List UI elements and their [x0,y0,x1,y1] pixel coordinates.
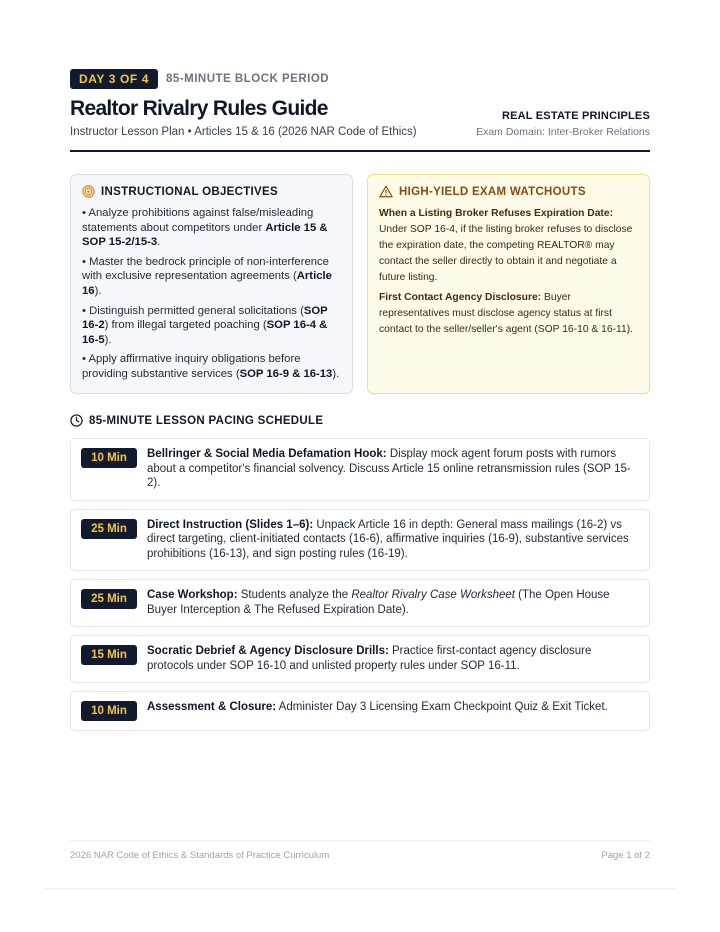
watchouts-box [367,174,650,394]
objectives-heading [82,185,341,198]
page-title: Realtor Rivalry Rules Guide [70,97,328,120]
page-subtitle: Instructor Lesson Plan • Articles 15 & 16 (2026 NAR Code of Ethics) [70,126,417,138]
schedule-row [70,509,650,572]
activity-text: Administer Day 3 Licensing Exam Checkpoint Quiz & Exit Ticket. [276,701,608,713]
schedule-heading-text: 85-MINUTE LESSON PACING SCHEDULE [89,414,324,427]
schedule-description [147,644,639,673]
objective-text: • Apply affirmative inquiry obligations before providing substantive services ( [82,353,301,380]
watchout-label: First Contact Agency Disclosure: [379,292,542,303]
schedule-description [147,447,639,491]
activity-text: Unpack Article 16 in depth: General mass mailings (16-2) vs direct targeting, client-initiated contacts (16-6), affirmative inquiries (16-9), substantive services prohibitions (16-13), and sign posting rules (16-19). [147,518,629,560]
objectives-heading-text: INSTRUCTIONAL OBJECTIVES [101,185,278,198]
objective-reference: SOP 16-9 & 16-13 [239,367,333,380]
watchout-item [379,206,638,286]
schedule-description [147,700,608,715]
page-footer [70,840,650,861]
schedule-rows [70,438,650,731]
page-number: Page 1 of 2 [601,850,650,861]
target-icon [82,185,95,198]
activity-title: Bellringer & Social Media Defamation Hook: [147,448,387,460]
objective-reference: SOP 16-4 & 16-5 [82,319,328,346]
schedule-row [70,579,650,627]
duration-badge: 25 Min [81,519,137,539]
objective-text: • Master the bedrock principle of non-interference with exclusive representation agreements ( [82,255,329,283]
activity-title: Case Workshop: [147,589,238,601]
clock-icon [70,414,83,427]
schedule-description [147,588,639,617]
activity-text: (The Open House Buyer Interception & The Refused Expiration Date). [147,589,610,616]
watchout-item [379,290,638,338]
block-period-label: 85-MINUTE BLOCK PERIOD [166,73,330,85]
watchout-text: Under SOP 16-4, if the listing broker refuses to disclose the expiration date, the competing REALTOR® may contact the seller directly to obtain it and negotiate a future listing. [379,224,633,283]
duration-badge: 10 Min [81,701,137,721]
objective-text: ). [332,367,340,380]
activity-title: Direct Instruction (Slides 1–6): [147,518,314,531]
course-name: REAL ESTATE PRINCIPLES [501,110,650,122]
page-bottom-divider [44,888,676,889]
watchouts-list [379,206,638,338]
header-left [70,94,417,138]
watchouts-heading [379,185,638,198]
objective-item [82,304,341,348]
objective-text: • Distinguish permitted general solicitations ( [82,304,304,317]
objective-text: ). [104,333,112,346]
schedule-description [147,518,639,562]
header-right [476,110,650,138]
duration-badge: 10 Min [81,448,137,468]
activity-text: Display mock agent forum posts with rumors about a competitor's financial solvency. Discuss Article 15 online retransmission rules (SOP 15-2). [147,448,631,489]
objectives-list [82,206,341,382]
objective-reference: SOP 16-2 [82,304,328,332]
objective-reference: Article 16 [82,270,332,297]
objectives-box [70,174,353,394]
objective-item [82,206,341,250]
exam-domain: Exam Domain: Inter-Broker Relations [476,126,650,138]
duration-badge: 15 Min [81,645,137,665]
document-header [70,94,650,152]
worksheet-title: Realtor Rivalry Case Worksheet [351,589,515,601]
schedule-heading [70,414,650,427]
activity-title: Assessment & Closure: [147,701,277,713]
objective-item [82,255,341,299]
activity-title: Socratic Debrief & Agency Disclosure Drills: [147,645,389,657]
lesson-plan-page [70,68,650,739]
activity-text: Practice first-contact agency disclosure protocols under SOP 16-10 and unlisted property rules under SOP 16-11. [147,645,592,672]
watchouts-heading-text: HIGH-YIELD EXAM WATCHOUTS [399,185,586,198]
header-topline [70,68,650,90]
footer-curriculum: 2026 NAR Code of Ethics & Standards of Practice Curriculum [70,850,330,861]
watchout-text: Buyer representatives must disclose agency status at first contact to the seller/seller's agent (SOP 16-10 & 16-11). [379,292,633,335]
duration-badge: 25 Min [81,589,137,609]
objective-text: ) from illegal targeted poaching ( [104,319,267,332]
info-boxes [70,174,650,394]
schedule-row [70,691,650,731]
warning-icon [379,185,393,198]
objective-text: . [157,236,161,249]
objective-item [82,352,341,381]
objective-text: • Analyze prohibitions against false/misleading statements about competitors under [82,207,314,234]
objective-text: ). [94,284,102,297]
watchout-label: When a Listing Broker Refuses Expiration Date: [379,208,614,219]
objective-reference: Article 15 & SOP 15-2/15-3 [82,221,328,249]
day-badge: DAY 3 OF 4 [70,69,158,89]
schedule-row [70,438,650,501]
schedule-row [70,635,650,683]
activity-text: Students analyze the [237,589,352,601]
